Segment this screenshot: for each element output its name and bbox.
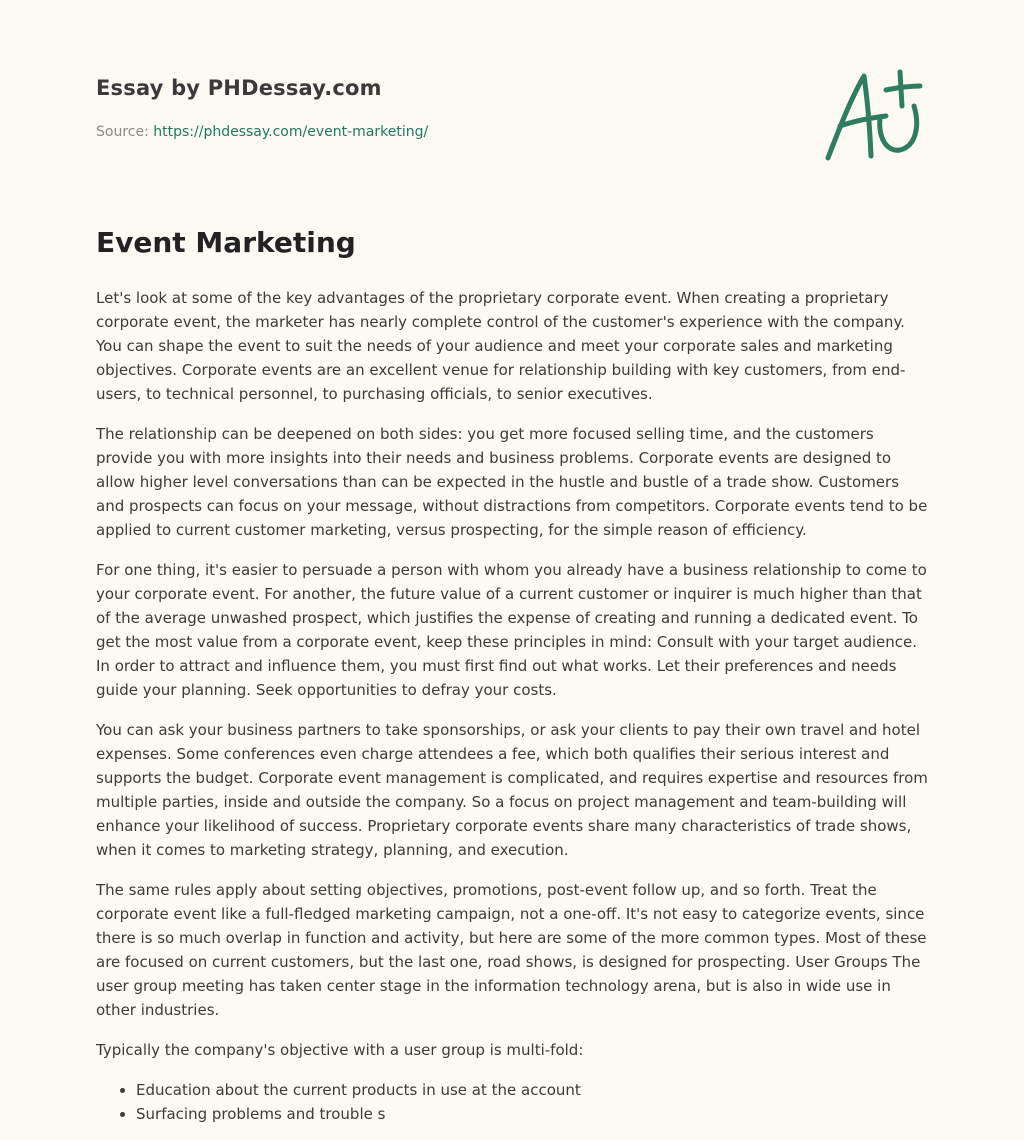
source-link[interactable]: https://phdessay.com/event-marketing/ bbox=[153, 124, 429, 140]
essay-paragraph: The relationship can be deepened on both sides: you get more focused selling time, and the customers provide you with more insights into their needs and business problems. Corporate events are designed to allow higher level conversations than can be expected in the hustle and bustle of a trade show. Customers and prospects can focus on your message, without distractions from competitors. Corporate events tend to be applied to current customer marketing, versus prospecting, for the simple reason of efficiency. bbox=[96, 424, 928, 539]
source-label: Source: bbox=[96, 124, 154, 140]
essay-page bbox=[96, 0, 928, 1126]
a-plus-logo-icon bbox=[824, 66, 928, 166]
site-title: Essay by PHDessay.com bbox=[96, 76, 382, 100]
essay-paragraph: The same rules apply about setting objectives, promotions, post-event follow up, and so forth. Treat the corporate event like a full-fledged marketing campaign, not a one-off. It's not easy to categorize events, since there is so much overlap in function and activity, but here are some of the more common types. Most of these are focused on current customers, but the last one, road shows, is designed for prospecting. User Groups The user group meeting has taken center stage in the information technology arena, but is also in wide use in other industries. bbox=[96, 880, 927, 1019]
essay-body bbox=[96, 286, 928, 1126]
essay-paragraph: You can ask your business partners to take sponsorships, or ask your clients to pay their own travel and hotel expenses. Some conferences even charge attendees a fee, which both qualifies their serious interest and supports the budget. Corporate event management is complicated, and requires expertise and resources from multiple parties, inside and outside the company. So a focus on project management and team-building will enhance your likelihood of success. Proprietary corporate events share many characteristics of trade shows, when it comes to marketing strategy, planning, and execution. bbox=[96, 720, 928, 859]
essay-paragraph: Typically the company's objective with a user group is multi-fold: bbox=[96, 1040, 584, 1059]
essay-paragraph: For one thing, it's easier to persuade a person with whom you already have a business relationship to come to your corporate event. For another, the future value of a current customer or inquirer is much higher than that of the average unwashed prospect, which justifies the expense of creating and running a dedicated event. To get the most value from a corporate event, keep these principles in mind: Consult with your target audience. In order to attract and influence them, you must first find out what works. Let their preferences and needs guide your planning. Seek opportunities to defray your costs. bbox=[96, 560, 927, 699]
bullet-list bbox=[96, 1078, 928, 1126]
source-line bbox=[96, 124, 428, 140]
bullet-item: • Education about the current products in use at the account bbox=[136, 1078, 928, 1102]
page-header bbox=[96, 0, 928, 190]
essay-title: Event Marketing bbox=[96, 226, 356, 259]
bullet-item: • Surfacing problems and trouble s bbox=[136, 1102, 928, 1126]
essay-paragraph: Let's look at some of the key advantages of the proprietary corporate event. When creating a proprietary corporate event, the marketer has nearly complete control of the customer's experience with the company. You can shape the event to suit the needs of your audience and meet your corporate sales and marketing objectives. Corporate events are an excellent venue for relationship building with key customers, from end-users, to technical personnel, to purchasing officials, to senior executives. bbox=[96, 288, 906, 403]
